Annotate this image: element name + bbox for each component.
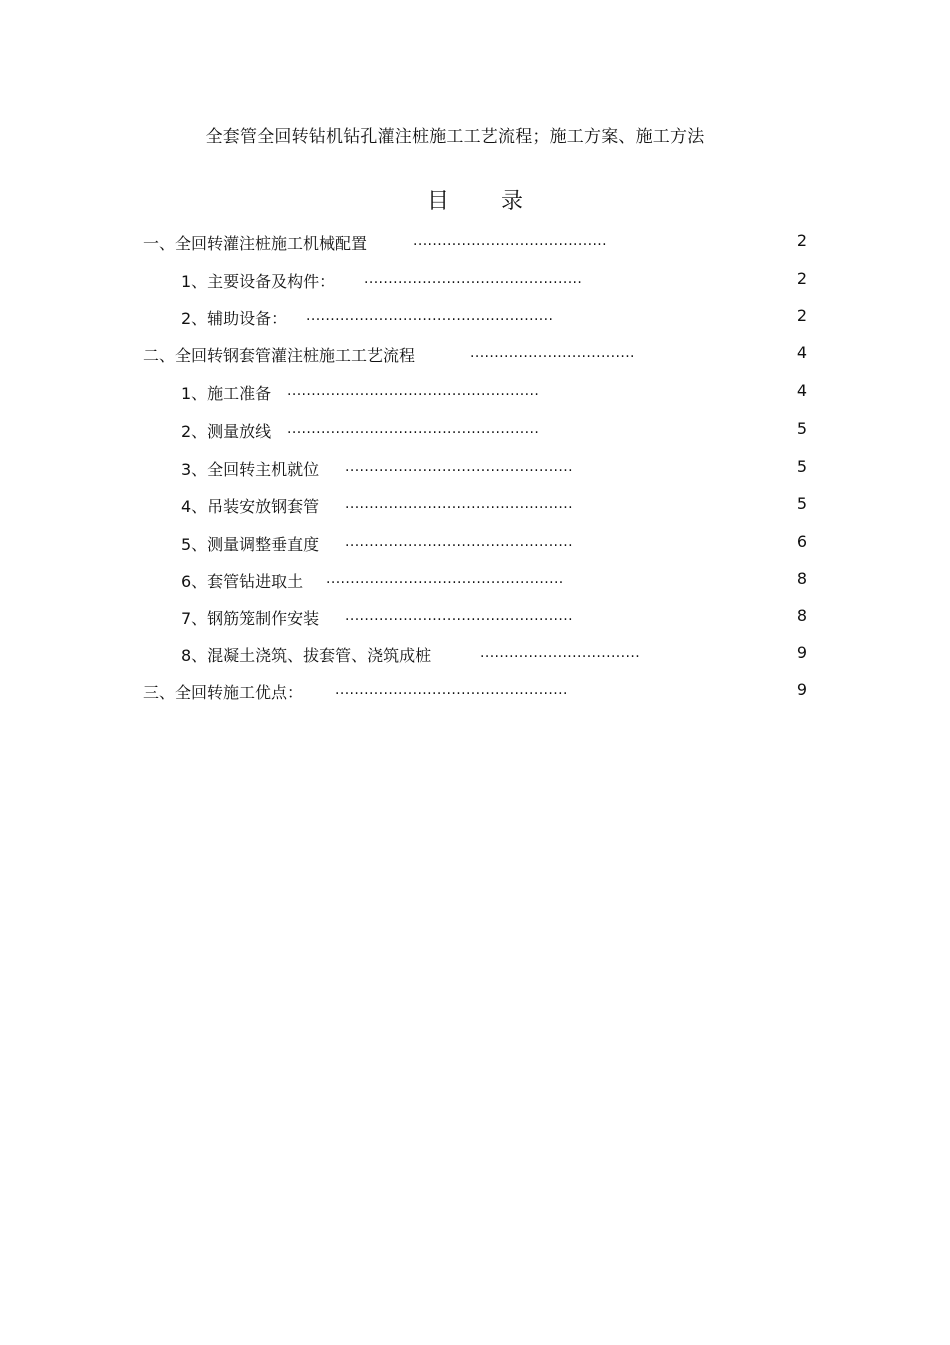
toc-entry-page: 2 <box>796 269 807 288</box>
toc-entry[interactable] <box>0 569 950 593</box>
toc-entry-page: 9 <box>796 680 807 699</box>
toc-entry-leader: ............................................... <box>345 608 573 624</box>
toc-entry-page: 4 <box>796 343 807 362</box>
toc-entry-label: 4、吊装安放钢套管 <box>181 497 320 516</box>
toc-entry-label: 2、测量放线 <box>181 422 272 441</box>
toc-entry-label: 5、测量调整垂直度 <box>181 535 320 554</box>
toc-entry-label: 2、辅助设备： <box>181 309 288 328</box>
toc-entry-label: 一、全回转灌注桩施工机械配置 <box>143 234 368 253</box>
document-title: 全套管全回转钻机钻孔灌注桩施工工艺流程；施工方案、施工方法 <box>205 127 705 147</box>
toc-entry[interactable] <box>0 643 950 667</box>
toc-heading <box>0 184 950 215</box>
toc-entry[interactable] <box>0 680 950 704</box>
toc-entry[interactable] <box>0 231 950 255</box>
toc-entry-leader: ........................................ <box>413 233 608 249</box>
toc-entry-page: 5 <box>796 457 807 476</box>
toc-entry-leader: ............................................... <box>345 459 573 475</box>
toc-entry-page: 2 <box>796 306 807 325</box>
toc-entry-leader: .................................. <box>470 345 635 361</box>
toc-entry-label: 7、钢筋笼制作安装 <box>181 609 320 628</box>
toc-entry[interactable] <box>0 457 950 481</box>
toc-entry-leader: ............................................... <box>345 496 573 512</box>
toc-entry-page: 9 <box>796 643 807 662</box>
toc-entry-label: 6、套管钻进取土 <box>181 572 304 591</box>
toc-entry-page: 5 <box>796 419 807 438</box>
toc-entry-leader: .................................................... <box>287 421 540 437</box>
toc-heading-left: 目 <box>426 189 449 214</box>
toc-entry-leader: ................................................ <box>335 682 568 698</box>
toc-entry[interactable] <box>0 532 950 556</box>
toc-entry-label: 3、全回转主机就位 <box>181 460 320 479</box>
toc-entry-leader: .................................................... <box>287 383 540 399</box>
toc-entry[interactable] <box>0 419 950 443</box>
toc-entry-label: 二、全回转钢套管灌注桩施工工艺流程 <box>143 346 416 365</box>
toc-entry[interactable] <box>0 269 950 293</box>
toc-entry[interactable] <box>0 343 950 367</box>
toc-entry-leader: ................................................. <box>326 571 564 587</box>
toc-entry-page: 6 <box>796 532 807 551</box>
toc-entry-page: 2 <box>796 231 807 250</box>
toc-entry-label: 1、施工准备 <box>181 384 272 403</box>
toc-entry[interactable] <box>0 606 950 630</box>
toc-heading-right: 录 <box>501 189 524 214</box>
toc-entry[interactable] <box>0 381 950 405</box>
toc-entry-label: 三、全回转施工优点： <box>143 683 304 702</box>
toc-entry-page: 4 <box>796 381 807 400</box>
toc-entry-leader: ................................................... <box>306 308 554 324</box>
toc-entry-page: 5 <box>796 494 807 513</box>
toc-entry[interactable] <box>0 494 950 518</box>
toc-entry-page: 8 <box>796 606 807 625</box>
toc-entry-leader: ............................................. <box>364 271 583 287</box>
toc-entry-label: 1、主要设备及构件： <box>181 272 336 291</box>
toc-entry-leader: ............................................... <box>345 534 573 550</box>
toc-entry-leader: ................................. <box>480 645 641 661</box>
toc-entry[interactable] <box>0 306 950 330</box>
toc-entry-page: 8 <box>796 569 807 588</box>
toc-entry-label: 8、混凝土浇筑、拔套管、浇筑成桩 <box>181 646 432 665</box>
